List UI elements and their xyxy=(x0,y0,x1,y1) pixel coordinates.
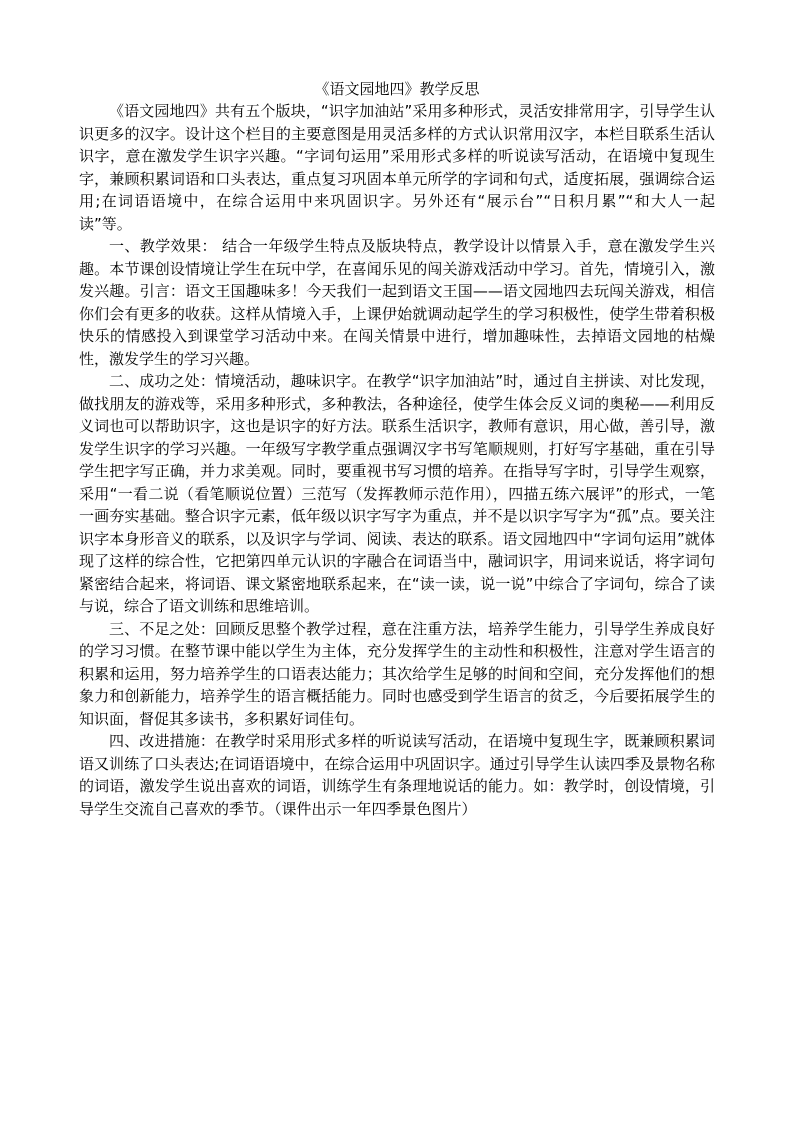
paragraph-shortcomings: 三、不足之处：回顾反思整个教学过程，意在注重方法，培养学生能力，引导学生养成良好的学习习惯。在整节课中能以学生为主体，充分发挥学生的主动性和积极性，注意对学生语言的积累和运用，努力培养学生的口语表达能力；其次给学生足够的时间和空间，充分发挥他们的想象力和创新能力，培养学生的语言概括能力。同时也感受到学生语言的贫乏，今后要拓展学生的知识面，督促其多读书，多积累好词佳句。 xyxy=(79,619,715,728)
paragraph-teaching-effect: 一、教学效果： 结合一年级学生特点及版块特点，教学设计以情景入手，意在激发学生兴趣。本节课创设情境让学生在玩中学，在喜闻乐见的闯关游戏活动中学习。首先，情境引入，激发兴趣。引言：语文王国趣味多！今天我们一起到语文王国——语文园地四去玩闯关游戏，相信你们会有更多的收获。这样从情境入手，上课伊始就调动起学生的学习积极性，使学生带着积极快乐的情感投入到课堂学习活动中来。在闯关情景中进行，增加趣味性，去掉语文园地的枯燥性，激发学生的学习兴趣。 xyxy=(79,237,715,368)
paragraph-improvements: 四、改进措施：在教学时采用形式多样的听说读写活动，在语境中复现生字，既兼顾积累词语又训练了口头表达;在词语语境中，在综合运用中巩固识字。通过引导学生认读四季及景物名称的词语，激发学生说出喜欢的词语，训练学生有条理地说话的能力。如：教学时，创设情境，引导学生交流自己喜欢的季节。（课件出示一年四季景色图片） xyxy=(79,732,715,818)
paragraph-intro: 《语文园地四》共有五个版块，“识字加油站”采用多种形式，灵活安排常用字，引导学生认识更多的汉字。设计这个栏目的主要意图是用灵活多样的方式认识常用汉字，本栏目联系生活认识字，意在激发学生识字兴趣。“字词句运用”采用形式多样的听说读写活动，在语境中复现生字，兼顾积累词语和口头表达，重点复习巩固本单元所学的字词和句式，适度拓展，强调综合运用;在词语语境中，在综合运用中来巩固识字。另外还有“展示台”“日积月累”“和大人一起读”等。 xyxy=(79,102,715,233)
document-body xyxy=(79,100,715,820)
paragraph-successes: 二、成功之处：情境活动，趣味识字。在教学“识字加油站”时，通过自主拼读、对比发现，做找朋友的游戏等，采用多种形式，多种教法，各种途径，使学生体会反义词的奥秘——利用反义词也可以帮助识字，这也是识字的好方法。联系生活识字，教师有意识，用心做，善引导，激发学生识字的学习兴趣。一年级写字教学重点强调汉字书写笔顺规则，打好写字基础，重在引导学生把字写正确，并力求美观。同时，要重视书写习惯的培养。在指导写字时，引导学生观察，采用“一看二说（看笔顺说位置）三范写（发挥教师示范作用），四描五练六展评”的形式，一笔一画夯实基础。整合识字元素，低年级以识字写字为重点，并不是以识字写字为“孤”点。要关注识字本身形音义的联系，以及识字与学词、阅读、表达的联系。语文园地四中“字词句运用”就体现了这样的综合性，它把第四单元认识的字融合在词语当中，融词识字，用词来说话，将字词句紧密结合起来，将词语、课文紧密地联系起来，在“读一读，说一说”中综合了字词句，综合了读与说，综合了语文训练和思维培训。 xyxy=(79,372,715,615)
document-title: 《语文园地四》教学反思 xyxy=(314,80,480,98)
